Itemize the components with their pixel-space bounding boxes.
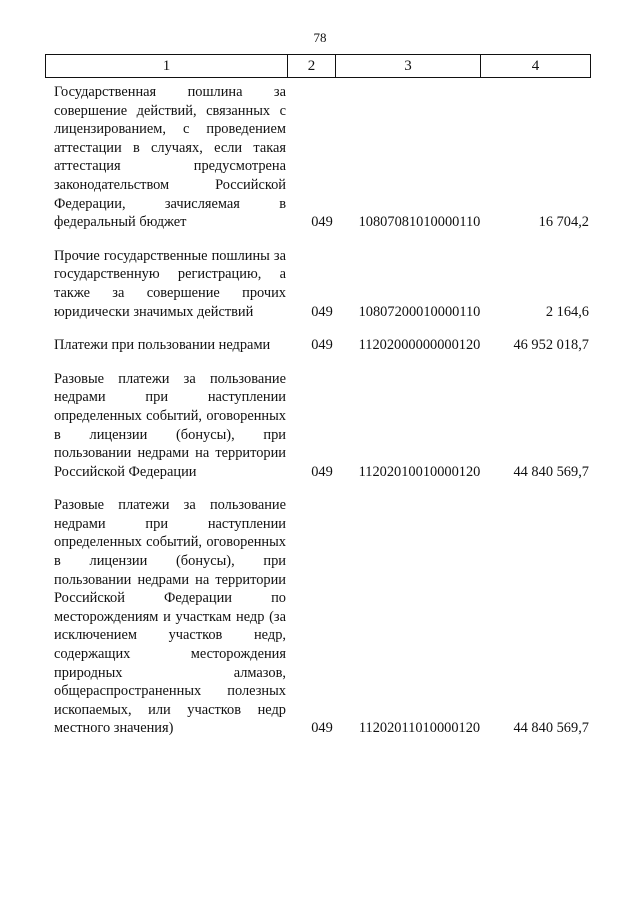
column-header-3: 3 [336, 55, 481, 77]
row-kbk-code: 10807081010000110 [358, 214, 481, 231]
row-description: Государственная пошлина за совершение действий, связанных с лицензированием, с проведением аттестации в случаях, если такая аттестация предусмотрена законодательством Российской Федерации, зачисляемая в федеральный бюджет [54, 84, 286, 231]
row-admin-code: 049 [311, 303, 333, 320]
table-row [45, 247, 591, 321]
table-header [45, 54, 591, 78]
column-header-2: 2 [288, 55, 336, 77]
table-row [45, 336, 591, 355]
row-amount: 44 840 569,7 [513, 720, 589, 737]
page-number: 78 [313, 30, 327, 45]
table-row [45, 83, 591, 232]
row-amount: 2 164,6 [545, 303, 589, 320]
row-kbk-code: 11202000000000120 [358, 337, 481, 354]
row-description: Разовые платежи за пользование недрами при наступлении определенных событий, оговоренных в лицензии (бонусы), при пользовании недрами на территории Российской Федерации [54, 370, 286, 480]
row-kbk-code: 10807200010000110 [358, 303, 481, 320]
row-kbk-code: 11202010010000120 [358, 463, 481, 480]
row-admin-code: 049 [311, 463, 333, 480]
row-admin-code: 049 [311, 337, 333, 354]
row-amount: 46 952 018,7 [513, 337, 589, 354]
row-description: Разовые платежи за пользование недрами при наступлении определенных событий, оговоренных в лицензии (бонусы), при пользовании недрами на территории Российской Федерации по месторождениям и участкам недр (за исключением участков недр, содержащих месторождения природных алмазов, общераспространенных полезных ископаемых, или участков недр местного значения) [54, 497, 286, 737]
row-description: Прочие государственные пошлины за государственную регистрацию, а также за совершение прочих юридически значимых действий [54, 247, 286, 320]
row-amount: 44 840 569,7 [513, 463, 589, 480]
table-row [45, 370, 591, 482]
column-header-4: 4 [531, 58, 540, 74]
row-admin-code: 049 [311, 214, 333, 231]
table-body [45, 83, 591, 753]
row-description: Платежи при пользовании недрами [54, 337, 271, 354]
table-row [45, 496, 591, 738]
row-kbk-code: 11202011010000120 [358, 720, 481, 737]
row-amount: 16 704,2 [538, 214, 589, 231]
row-admin-code: 049 [311, 720, 333, 737]
column-header-1: 1 [46, 55, 288, 77]
